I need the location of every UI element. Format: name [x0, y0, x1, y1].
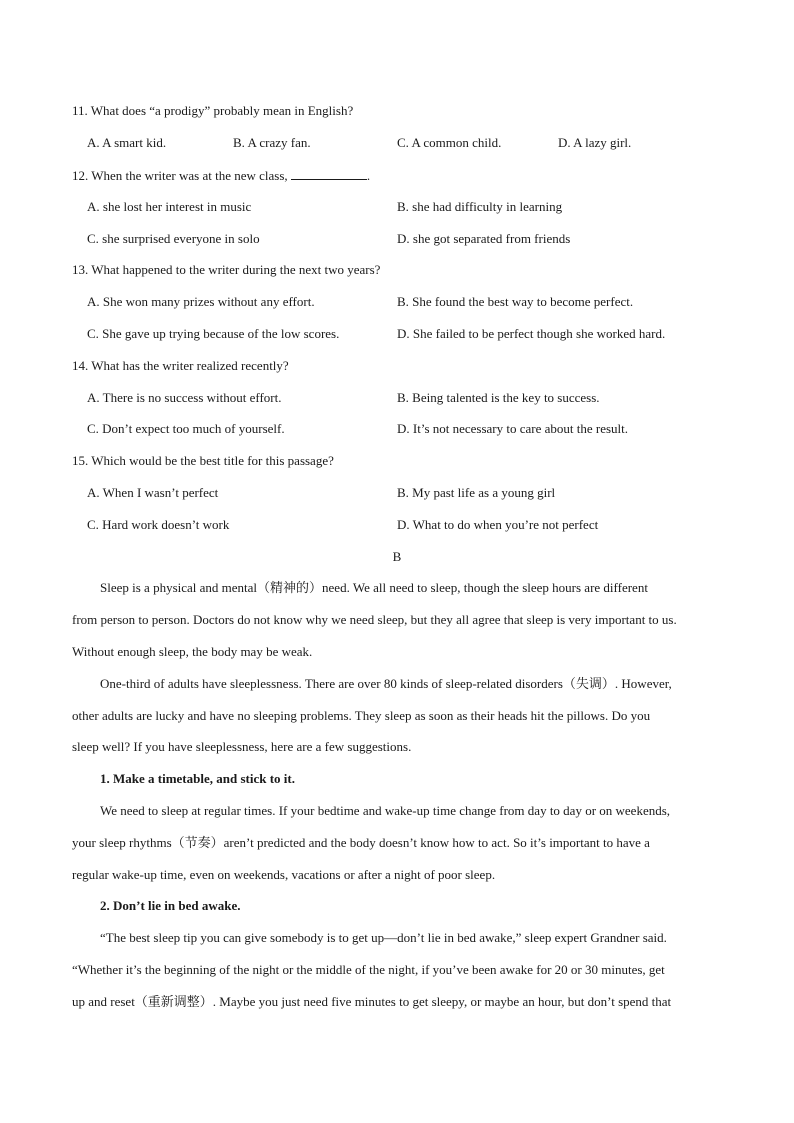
- passage-heading-2: 2. Don’t lie in bed awake.: [100, 898, 241, 913]
- question-12-stem-end: .: [366, 168, 371, 183]
- question-11-option-b: B. A crazy fan.: [233, 135, 311, 150]
- question-14-option-d: D. It’s not necessary to care about the result.: [397, 421, 629, 436]
- question-14-option-a: A. There is no success without effort.: [87, 390, 282, 405]
- passage-line: “Whether it’s the beginning of the night or the middle of the night, if you’ve been awake for 20 or 30 minutes, get: [72, 962, 665, 977]
- passage-line: sleep well? If you have sleeplessness, here are a few suggestions.: [72, 739, 412, 754]
- passage-line: “The best sleep tip you can give somebody is to get up—don’t lie in bed awake,” sleep expert Grandner said.: [100, 930, 667, 945]
- passage-line: regular wake-up time, even on weekends, vacations or after a night of poor sleep.: [72, 867, 496, 882]
- passage-line: from person to person. Doctors do not know why we need sleep, but they all agree that sleep is very important to us.: [72, 612, 677, 627]
- question-12-option-a: A. she lost her interest in music: [87, 199, 252, 214]
- question-15-option-d: D. What to do when you’re not perfect: [397, 517, 599, 532]
- passage-line: your sleep rhythms（节奏）aren’t predicted and the body doesn’t know how to act. So it’s important to have a: [72, 835, 650, 850]
- question-12-option-d: D. she got separated from friends: [397, 231, 571, 246]
- question-14-option-c: C. Don’t expect too much of yourself.: [87, 421, 285, 436]
- answer-blank: [291, 167, 367, 180]
- question-15-option-b: B. My past life as a young girl: [397, 485, 556, 500]
- question-13-option-d: D. She failed to be perfect though she worked hard.: [397, 326, 666, 341]
- section-label: B: [392, 549, 402, 564]
- question-11-option-a: A. A smart kid.: [87, 135, 167, 150]
- question-12-stem: [72, 167, 370, 184]
- passage-line: other adults are lucky and have no sleeping problems. They sleep as soon as their heads hit the pillows. Do you: [72, 708, 651, 723]
- question-14-option-b: B. Being talented is the key to success.: [397, 390, 600, 405]
- question-13-stem: 13. What happened to the writer during the next two years?: [72, 262, 381, 277]
- question-13-option-b: B. She found the best way to become perfect.: [397, 294, 634, 309]
- passage-line: Sleep is a physical and mental（精神的）need. We all need to sleep, though the sleep hours are different: [100, 580, 648, 595]
- question-15-option-a: A. When I wasn’t perfect: [87, 485, 219, 500]
- question-11-option-c: C. A common child.: [397, 135, 502, 150]
- question-14-stem: 14. What has the writer realized recently?: [72, 358, 289, 373]
- passage-line: We need to sleep at regular times. If your bedtime and wake-up time change from day to day or on weekends,: [100, 803, 671, 818]
- question-13-option-c: C. She gave up trying because of the low scores.: [87, 326, 340, 341]
- question-12-stem-text: 12. When the writer was at the new class,: [72, 168, 288, 183]
- question-12-option-c: C. she surprised everyone in solo: [87, 231, 260, 246]
- question-13-option-a: A. She won many prizes without any effort.: [87, 294, 315, 309]
- passage-line: Without enough sleep, the body may be weak.: [72, 644, 313, 659]
- passage-line: One-third of adults have sleeplessness. There are over 80 kinds of sleep-related disorders（失调）. However,: [100, 676, 672, 691]
- question-11-stem: 11. What does “a prodigy” probably mean in English?: [72, 103, 354, 118]
- passage-line: up and reset（重新调整）. Maybe you just need five minutes to get sleepy, or maybe an hour, but don’t spend that: [72, 994, 672, 1009]
- passage-heading-1: 1. Make a timetable, and stick to it.: [100, 771, 295, 786]
- question-15-option-c: C. Hard work doesn’t work: [87, 517, 230, 532]
- question-15-stem: 15. Which would be the best title for this passage?: [72, 453, 334, 468]
- question-11-option-d: D. A lazy girl.: [558, 135, 632, 150]
- question-12-option-b: B. she had difficulty in learning: [397, 199, 563, 214]
